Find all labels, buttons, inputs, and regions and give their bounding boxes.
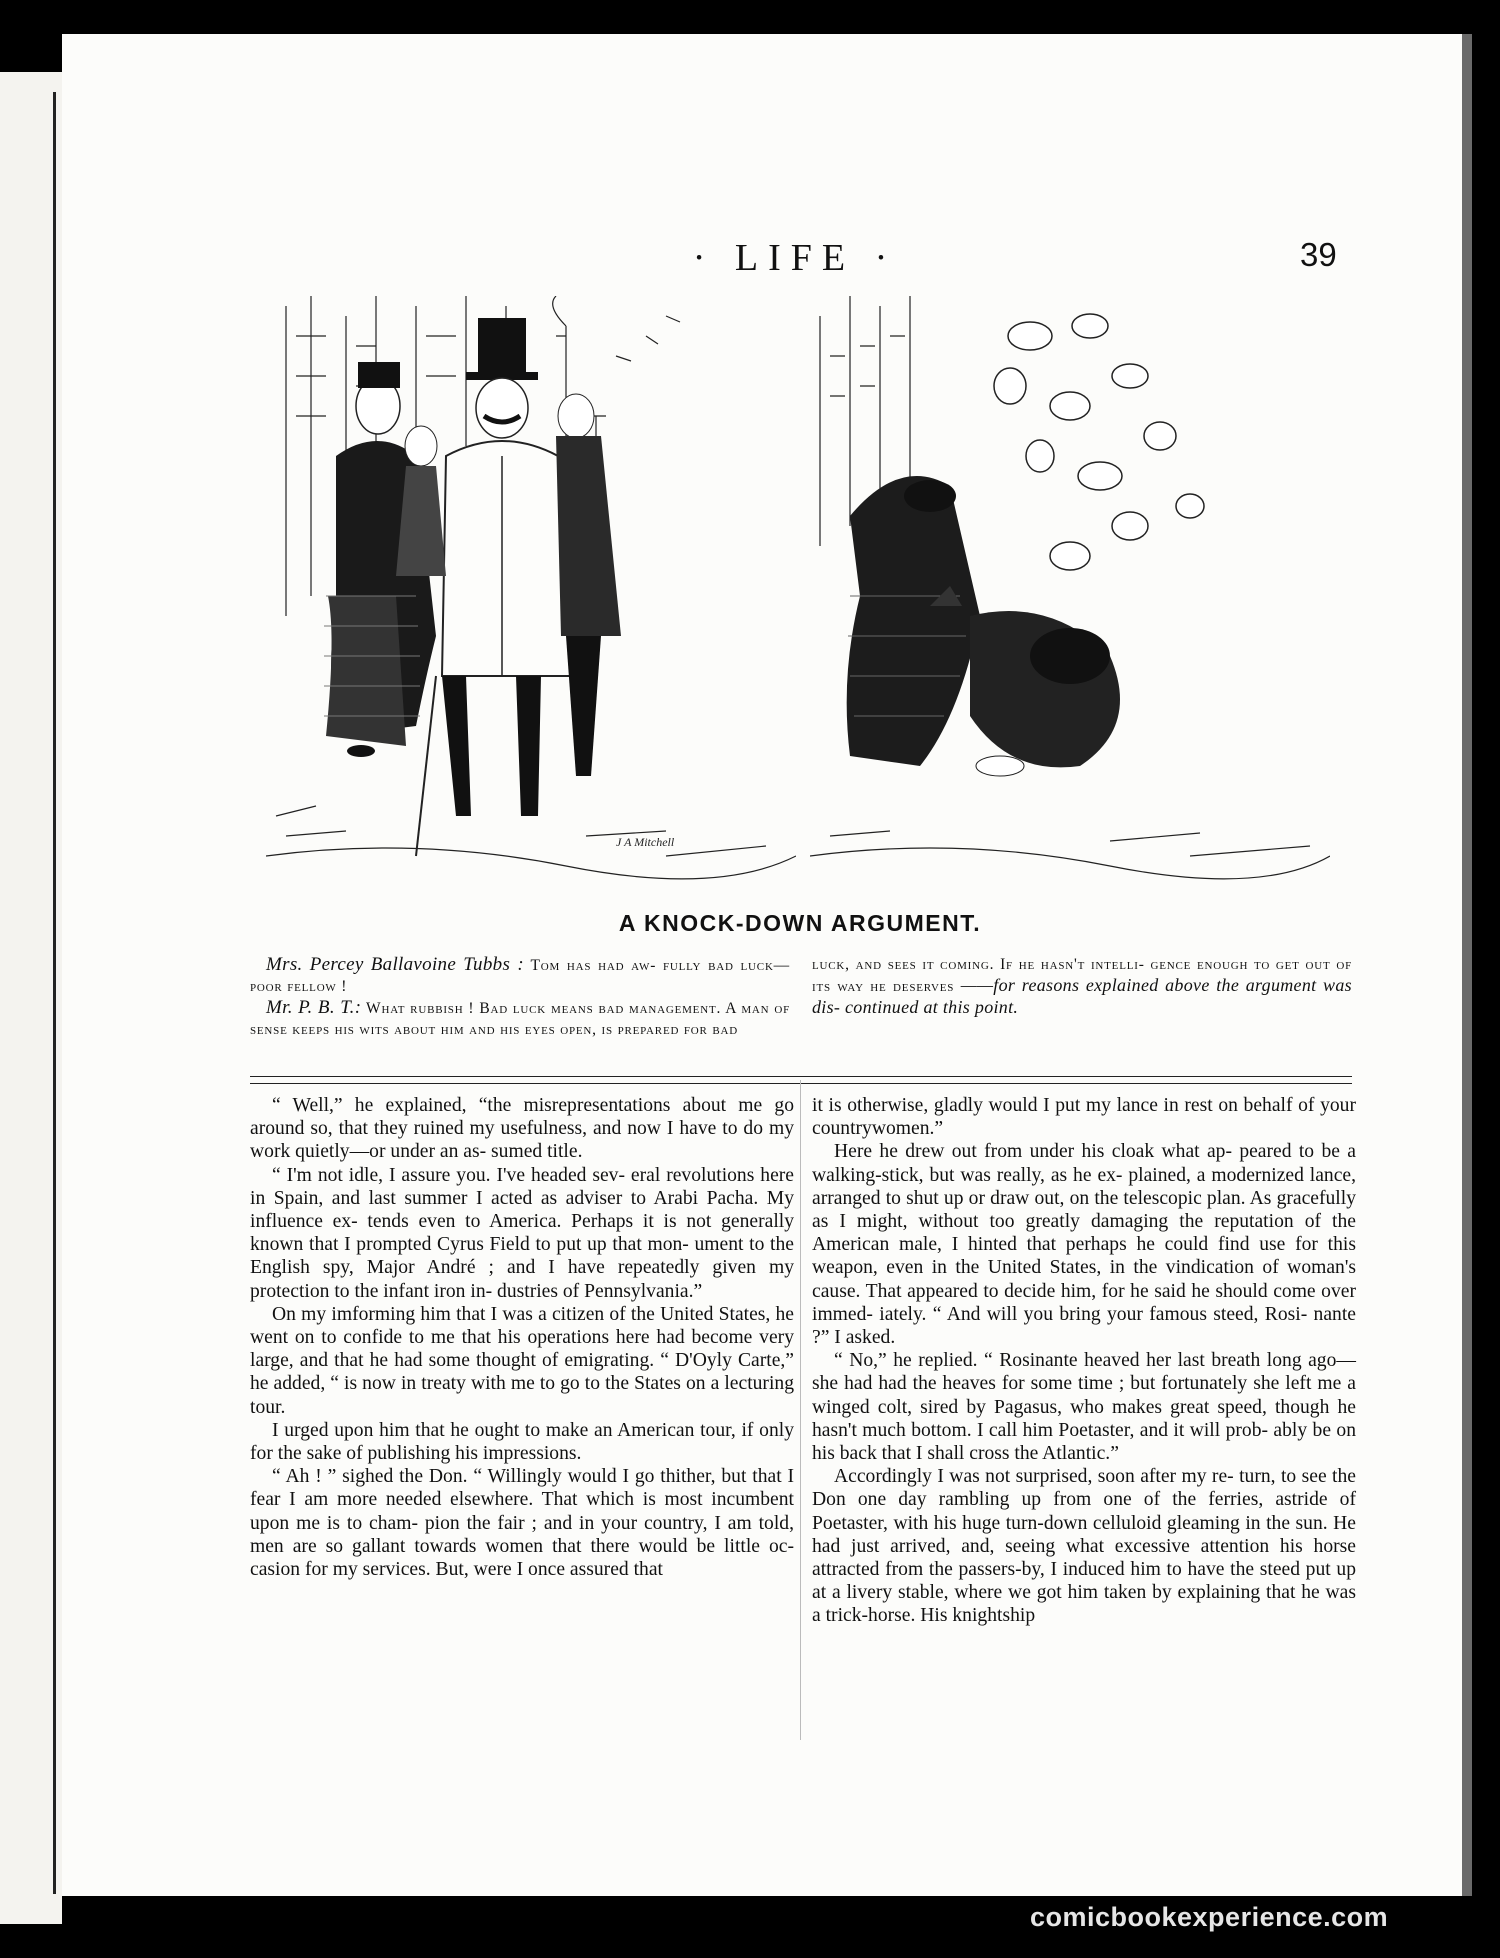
article-paragraph: “ Well,” he explained, “the misrepresentations about me go around so, that they ruined my usefulness, and now I have to do my work quietly—or under an as- sumed title. [250, 1095, 794, 1163]
article-paragraph: I urged upon him that he ought to make an American tour, if only for the sake of publishing his impressions. [250, 1419, 794, 1465]
article-paragraph: On my imforming him that I was a citizen of the United States, he went on to confide to me that his operations here had become very large, and that he had some thought of emigrating. “ D'Oyly Carte,” he added, “ is now in treaty with me to go to the States on a lecturing tour. [250, 1303, 794, 1418]
page-number: 39 [1300, 236, 1337, 273]
previous-page-edge [0, 72, 62, 1924]
article-paragraph: Accordingly I was not surprised, soon after my re- turn, to see the Don one day rambling up from one of the ferries, astride of Poetaster, with his huge turn-down celluloid gleaming in the sun. He had just arrived, and, seeing what excessive attention his horse attracted from the passers-by, I induced him to have the steed put up at a livery stable, where we got him taken by explaining that he was a trick-horse. His knightship [812, 1466, 1356, 1627]
dialogue-closing-note: ——for reasons explained above the argument was dis- continued at this point. [812, 975, 1352, 1017]
illustration-title: A KNOCK-DOWN ARGUMENT. [618, 910, 982, 936]
couple-walking-drawing [266, 296, 796, 896]
dialogue-right-column [812, 954, 1352, 1019]
article-paragraph: “ No,” he replied. “ Rosinante heaved her last breath long ago—she had had the heaves for some time ; but fortunately she left me a winged colt, sired by Pagasus, who makes great speed, though he hasn't much bottom. I call him Poetaster, and it will prob- ably be on his back that I shall cross the Atlantic.” [812, 1350, 1356, 1465]
article-right-column [812, 1094, 1356, 1628]
knock-down-drawing [810, 296, 1330, 896]
section-rule-bottom [250, 1083, 1352, 1084]
article-left-column [250, 1094, 794, 1581]
dialogue-line-3: luck, and sees it coming. If he hasn't intelli- gence enough to get out of its way he deserves [812, 956, 1352, 995]
page-edge-shadow [1462, 34, 1472, 1896]
article-paragraph: “ Ah ! ” sighed the Don. “ Willingly would I go thither, but that I fear I am more needed elsewhere. That which is most incumbent upon me is to cham- pion the fair ; and in your country, I am told, men are so gallant towards women that there would be little oc- casion for my services. But, were I once assured that [250, 1466, 794, 1581]
article-paragraph: it is otherwise, gladly would I put my lance in rest on behalf of your countrywomen.” [812, 1095, 1356, 1140]
dialogue-left-column [250, 954, 790, 1040]
article-paragraph: “ I'm not idle, I assure you. I've headed sev- eral revolutions here in Spain, and last summer I acted as adviser to Arabi Pacha. My influence ex- tends even to America. Perhaps it is not generally known that I prompted Cyrus Field to put up that mon- ument to the English spy, Major André ; and I have repeatedly given my protection to the infant iron in- dustries of Pennsylvania.” [250, 1164, 794, 1302]
illustration-knock-down [810, 296, 1330, 896]
speaker-mrs-tubbs: Mrs. Percey Ballavoine Tubbs : [266, 954, 524, 975]
illustration-couple-walking [266, 296, 796, 896]
dialogue-line-1: Tom has had aw- fully bad luck—poor fellow ! [250, 957, 790, 995]
dialogue-line-2: What rubbish ! Bad luck means bad management. A man of sense keeps his wits about him and his eyes open, is prepared for bad [250, 1000, 790, 1038]
article-paragraph: Here he drew out from under his cloak what ap- peared to be a walking-stick, but was really, as he ex- plained, a modernized lance, arranged to shut up or draw out, on the telescopic plan. As gracefully as I might, without too greatly damaging the reputation of the American male, I hinted that perhaps he could find use for this weapon, even in the United States, in the vindication of woman's cause. That appeared to decide him, for he said he should come over immed- iately. “ And will you bring your famous steed, Rosi- nante ?” I asked. [812, 1141, 1356, 1349]
column-divider [800, 1080, 801, 1740]
magazine-title: · LIFE · [692, 237, 898, 279]
site-watermark: comicbookexperience.com [1030, 1902, 1389, 1932]
artist-signature: J A Mitchell [616, 835, 675, 849]
section-rule-top [250, 1076, 1352, 1077]
speaker-mr-tubbs: Mr. P. B. T.: [266, 997, 362, 1018]
